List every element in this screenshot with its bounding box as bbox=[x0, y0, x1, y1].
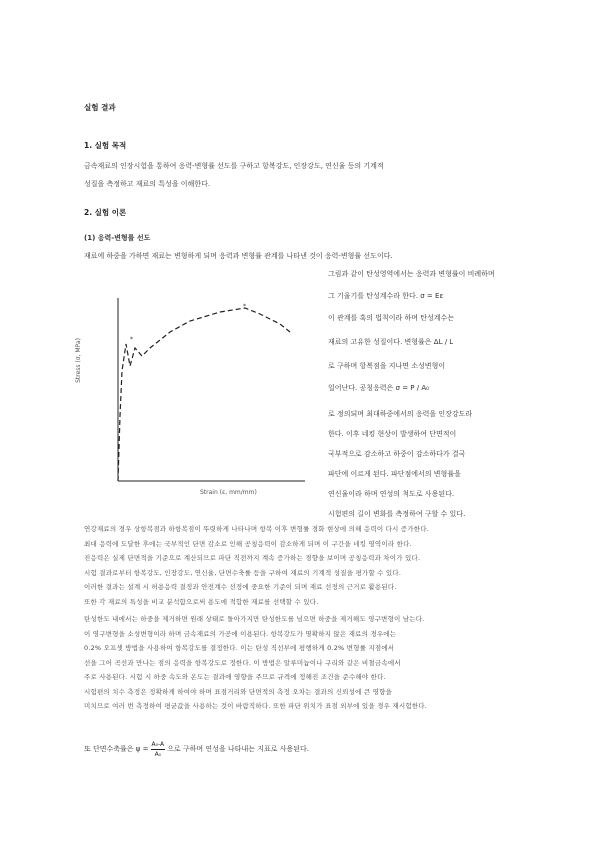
text-line: 일어난다. 공칭응력은 σ = P / A₀ bbox=[328, 384, 429, 392]
text-line: 진응력은 실제 단면적을 기준으로 계산되므로 파단 직전까지 계속 증가하는 경향을 보이며 공칭응력과 차이가 있다. bbox=[84, 554, 421, 562]
text-line: 재료에 하중을 가하면 재료는 변형하게 되며 응력과 변형률 관계를 나타낸 것이 응력-변형률 선도이다. bbox=[84, 252, 393, 260]
ultimate-marker: * bbox=[243, 303, 246, 310]
upper-yield-marker: * bbox=[130, 336, 133, 343]
section-heading: 2. 실험 이론 bbox=[84, 208, 127, 217]
text-line: 선을 그어 곡선과 만나는 점의 응력을 항복강도로 정한다. 이 방법은 알루미늄이나 구리와 같은 비철금속에서 bbox=[84, 658, 401, 667]
fraction bbox=[151, 740, 166, 759]
text-line: 시험 결과로부터 항복강도, 인장강도, 연신율, 단면수축률 등을 구하여 재료의 기계적 성질을 평가할 수 있다. bbox=[84, 568, 402, 577]
subheading: (1) 응력-변형률 선도 bbox=[84, 234, 151, 242]
final-line bbox=[84, 740, 512, 759]
text-line: 이 관계를 훅의 법칙이라 하며 탄성계수는 bbox=[328, 314, 455, 322]
x-axis-label: Strain (ε, mm/mm) bbox=[200, 489, 257, 496]
text-line: 0.2% 오프셋 방법을 사용하여 항복강도를 결정한다. 이는 탄성 직선부에 평행하게 0.2% 변형률 지점에서 bbox=[84, 644, 395, 652]
fraction-denominator: A₀ bbox=[154, 751, 162, 758]
text-line: 또한 각 재료의 특성을 비교 분석함으로써 용도에 적합한 재료를 선택할 수 있다. bbox=[84, 597, 319, 606]
text-line: 주로 사용된다. 시험 시 하중 속도와 온도는 결과에 영향을 주므로 규격에 정해진 조건을 준수해야 한다. bbox=[84, 673, 386, 681]
text-line: 그 기울기를 탄성계수라 한다. σ = Eε bbox=[328, 292, 444, 300]
text-line: 이 영구변형을 소성변형이라 하며 금속재료의 가공에 이용된다. 항복강도가 명확하지 않은 재료의 경우에는 bbox=[84, 629, 397, 638]
text-line: 국부적으로 감소하고 하중이 감소하다가 결국 bbox=[328, 450, 466, 458]
text-line: 금속재료의 인장시험을 통하여 응력-변형률 선도를 구하고 항복강도, 인장강도, 연신율 등의 기계적 bbox=[84, 162, 384, 170]
body-paragraph-2 bbox=[84, 612, 512, 714]
text-line: 또 단면수축률은 ψ = bbox=[84, 745, 149, 753]
text-line: 시험편의 치수 측정은 정확하게 하여야 하며 표점거리와 단면적의 측정 오차는 결과의 신뢰성에 큰 영향을 bbox=[84, 687, 393, 696]
section-heading: 1. 실험 목적 bbox=[84, 141, 127, 150]
text-line: 그림과 같이 탄성영역에서는 응력과 변형률이 비례하며 bbox=[328, 270, 495, 278]
text-line: 성질을 측정하고 재료의 특성을 이해한다. bbox=[84, 180, 211, 188]
y-axis-label: Stress (σ, MPa) bbox=[74, 338, 82, 383]
document-title: 실험 결과 bbox=[84, 103, 116, 112]
body-paragraph bbox=[84, 522, 512, 609]
text-line: 한다. 이후 네킹 현상이 발생하여 단면적이 bbox=[328, 430, 457, 438]
text-line: 미치므로 여러 번 측정하여 평균값을 사용하는 것이 바람직하다. 또한 파단 위치가 표점 외부에 있을 경우 재시험한다. bbox=[84, 702, 428, 710]
fraction-numerator: A₀-A bbox=[151, 741, 165, 748]
text-line: 시험편의 길이 변화를 측정하여 구할 수 있다. bbox=[328, 510, 466, 518]
stress-strain-figure bbox=[74, 296, 320, 506]
curve-line bbox=[118, 308, 290, 481]
text-line: 로 정의되며 최대하중에서의 응력을 인장강도라 bbox=[328, 410, 473, 418]
text-line: 파단에 이르게 된다. 파단점에서의 변형률을 bbox=[328, 470, 461, 478]
text-line: 재료의 고유한 성질이다. 변형률은 ΔL / L bbox=[328, 338, 454, 346]
stress-strain-curve-svg bbox=[90, 296, 320, 506]
text-line: 탄성한도 내에서는 하중을 제거하면 원래 상태로 돌아가지만 탄성한도를 넘으면 하중을 제거해도 영구변형이 남는다. bbox=[84, 615, 425, 623]
text-line: 으로 구하며 연성을 나타내는 지표로 사용된다. bbox=[167, 745, 309, 753]
text-line: 연신율이라 하며 연성의 척도로 사용된다. bbox=[328, 490, 455, 498]
text-line: 로 구하며 항복점을 지나면 소성변형이 bbox=[328, 362, 446, 370]
text-line: 최대 응력에 도달한 후에는 국부적인 단면 감소로 인해 공칭응력이 감소하게 되며 이 구간을 네킹 영역이라 한다. bbox=[84, 539, 412, 548]
text-line: 연강재료의 경우 상항복점과 하항복점이 뚜렷하게 나타나며 항복 이후 변형률 경화 현상에 의해 응력이 다시 증가한다. bbox=[84, 525, 429, 533]
text-line: 이러한 결과는 설계 시 허용응력 결정과 안전계수 선정에 중요한 기준이 되며 재료 선정의 근거로 활용된다. bbox=[84, 583, 397, 591]
